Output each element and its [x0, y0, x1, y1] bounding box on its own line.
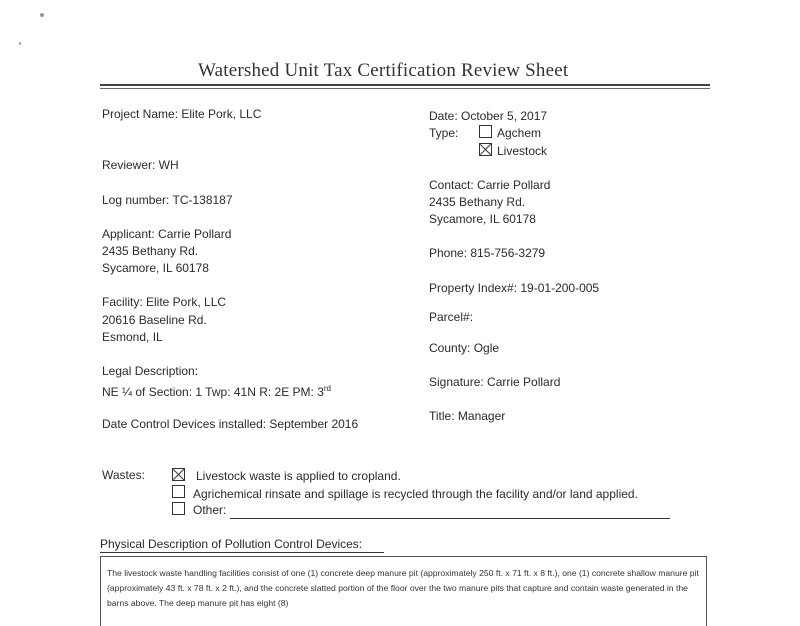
- wastes-agrichemical-label: Agrichemical rinsate and spillage is recycled through the facility and/or land applied.: [193, 487, 638, 501]
- physical-description-text: The livestock waste handling facilities consist of one (1) concrete deep manure pit (approximately 250 ft. x 71 ft. x 8 ft.), one (1) concrete shallow manure pit (approximately 43 ft. x 78 ft. x 2 ft.), and the concrete slatted portion of the floor over the two manure pits that capture and contain waste generated in the barns above. The deep manure pit has eight (8): [107, 568, 699, 608]
- date-field: Date: October 5, 2017: [429, 109, 548, 123]
- phone: Phone: 815-756-3279: [429, 246, 546, 260]
- scan-speck: [40, 13, 44, 17]
- parcel: Parcel#:: [429, 310, 474, 324]
- type-agchem-label: Agchem: [497, 126, 542, 140]
- property-index: Property Index#: 19-01-200-005: [429, 281, 600, 295]
- type-label: Type:: [429, 126, 459, 140]
- legal-description-sup: rd: [323, 384, 332, 393]
- title-rule: [100, 84, 710, 86]
- county: County: Ogle: [429, 341, 500, 355]
- facility-street: 20616 Baseline Rd.: [102, 313, 207, 327]
- title-field: Title: Manager: [429, 409, 506, 423]
- legal-description-text: NE ¼ of Section: 1 Twp: 41N R: 2E PM: 3: [102, 385, 324, 399]
- reviewer: Reviewer: WH: [102, 158, 179, 172]
- facility-name: Facility: Elite Pork, LLC: [102, 295, 227, 309]
- log-number: Log number: TC-138187: [102, 193, 233, 207]
- contact-street: 2435 Bethany Rd.: [429, 195, 526, 209]
- wastes-other-label: Other:: [193, 503, 227, 517]
- applicant-city: Sycamore, IL 60178: [102, 261, 209, 275]
- project-name: Project Name: Elite Pork, LLC: [102, 107, 262, 121]
- type-livestock-label: Livestock: [497, 144, 548, 158]
- legal-description-label: Legal Description:: [102, 364, 199, 378]
- legal-description-value: [102, 380, 331, 401]
- physical-description-heading-underline: [100, 552, 384, 553]
- scan-speck: [19, 42, 21, 45]
- page-title: Watershed Unit Tax Certification Review Sheet: [198, 60, 569, 81]
- title-rule-thin: [100, 88, 710, 89]
- type-agchem-checkbox[interactable]: [479, 125, 492, 138]
- wastes-livestock-checkbox[interactable]: [172, 468, 185, 481]
- signature: Signature: Carrie Pollard: [429, 375, 561, 389]
- physical-description-heading: Physical Description of Pollution Control Devices:: [100, 537, 363, 551]
- contact-name: Contact: Carrie Pollard: [429, 178, 551, 192]
- physical-description-box: [100, 556, 707, 626]
- type-livestock-checkbox[interactable]: [479, 143, 492, 156]
- wastes-livestock-label: Livestock waste is applied to cropland.: [196, 469, 401, 483]
- applicant-street: 2435 Bethany Rd.: [102, 244, 199, 258]
- wastes-other-line: [230, 518, 670, 519]
- applicant-name: Applicant: Carrie Pollard: [102, 227, 232, 241]
- date-control-devices: Date Control Devices installed: September 2016: [102, 417, 359, 431]
- facility-city: Esmond, IL: [102, 330, 163, 344]
- wastes-agrichemical-checkbox[interactable]: [172, 485, 185, 498]
- wastes-label: Wastes:: [102, 468, 145, 482]
- contact-city: Sycamore, IL 60178: [429, 212, 536, 226]
- wastes-other-checkbox[interactable]: [172, 502, 185, 515]
